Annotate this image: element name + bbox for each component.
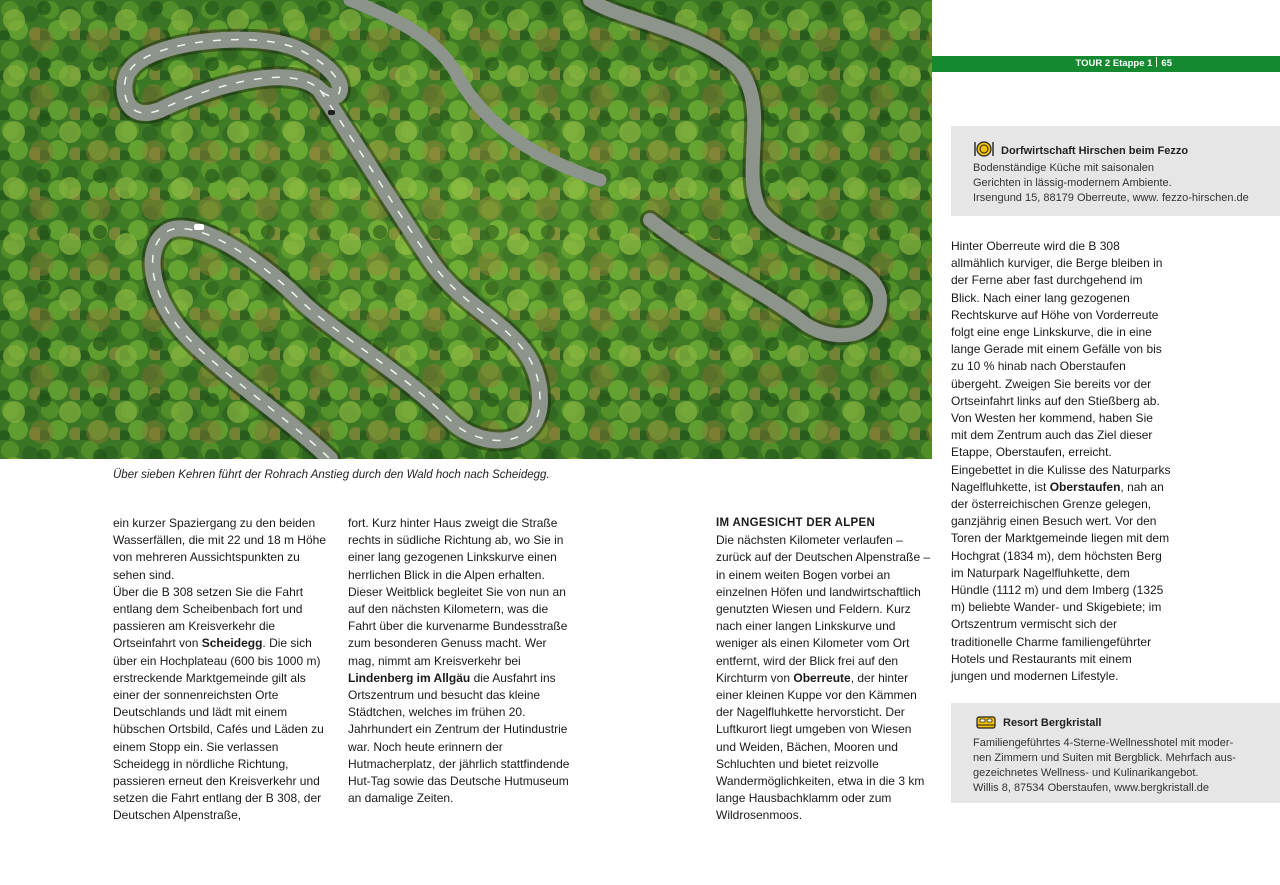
restaurant-description bbox=[973, 161, 1280, 206]
place-name-oberstaufen: Oberstaufen bbox=[1049, 479, 1121, 494]
restaurant-address: Irsengund 15, 88179 Oberreute, www. fezzo-hirschen.de bbox=[973, 192, 1249, 204]
page-number: 65 bbox=[1161, 58, 1172, 69]
info-box-restaurant bbox=[951, 126, 1280, 216]
paragraph bbox=[113, 515, 331, 584]
text-column-2 bbox=[348, 515, 570, 807]
running-header bbox=[932, 56, 1280, 72]
place-name-oberreute: Oberreute bbox=[793, 670, 851, 685]
hotel-line: nen Zimmern und Suiten mit Bergblick. Mehrfach aus- bbox=[973, 752, 1236, 764]
bed-icon bbox=[976, 714, 996, 735]
text-run: ein kurzer Spaziergang zu den beiden Wasserfällen, die mit 22 und 18 m Höhe von mehreren Aussichtspunkten zu sehen sind. bbox=[113, 516, 326, 582]
text-column-1 bbox=[113, 515, 331, 825]
hotel-line: Familiengeführtes 4-Sterne-Wellnesshotel mit moder- bbox=[973, 737, 1234, 749]
text-run: fort. Kurz hinter Haus zweigt die Straße rechts in südliche Richtung ab, wo Sie in einer lang gezogenen Linkskurve einen herrlichen Blick in die Alpen erhalten. Dieser Weitblick begleitet Sie von nun an auf den nächsten Kilometern, was die Fahrt über die kurvenarme Bundesstraße zum besonderen Genuss macht. Wer mag, nimmt am Kreisverkehr bei bbox=[348, 516, 568, 668]
text-run: . Die sich über ein Hochplateau (600 bis 1000 m) erstreckende Marktgemeinde gilt als einer der sonnenreichsten Orte Deutschlands und lädt mit einem hübschen Ortsbild, Cafés und Läden zu einem Stopp ein. Sie verlassen Scheidegg in nördliche Richtung, passieren erneut den Kreisverkehr und setzen die Fahrt entlang der B 308, der Deutschen Alpenstraße, bbox=[113, 636, 324, 823]
text-run: Die nächsten Kilometer verlaufen – zurück auf der Deutschen Alpenstraße – in einem weiten Bogen vorbei an einzelnen Höfen und landwirtschaftlich genutzten Wiesen und Feldern. Kurz nach einer langen Linkskurve und weniger als einen Kilometer vom Ort entfernt, wird der Blick frei auf den Kirchturm von bbox=[716, 533, 931, 685]
paragraph bbox=[348, 515, 570, 807]
hotel-title: Resort Bergkristall bbox=[1003, 717, 1102, 729]
aerial-photo-graphic bbox=[0, 0, 932, 459]
aerial-photo bbox=[0, 0, 932, 459]
hotel-line: gezeichnetes Wellness- und Kulinarikangebot. bbox=[973, 767, 1199, 779]
place-name-scheidegg: Scheidegg bbox=[201, 636, 263, 651]
text-column-3 bbox=[716, 515, 934, 825]
paragraph bbox=[113, 584, 331, 825]
tour-label: TOUR 2 Etappe 1 bbox=[1075, 58, 1153, 69]
text-run: Hinter Oberreute wird die B 308 allmählich kurviger, die Berge bleiben in der Ferne aber fast durchgehend im Blick. Nach einer lang gezogenen Rechtskurve auf Höhe von Vorderreute folgt eine enge Linkskurve, die in eine lange Gerade mit einem Gefälle von bis zu 10 % hinab nach Oberstaufen übergeht. Zweigen Sie bereits vor der Ortseinfahrt links auf den Stießberg ab. Von Westen her kommend, haben Sie mit dem Zentrum auch das Ziel dieser Etappe, Oberstaufen, erreicht. Eingebettet in die Kulisse des Naturparks Nagelfluhkette, ist bbox=[951, 239, 1171, 494]
restaurant-title: Dorfwirtschaft Hirschen beim Fezzo bbox=[1001, 145, 1189, 157]
paragraph bbox=[951, 238, 1171, 685]
info-box-hotel bbox=[951, 703, 1280, 803]
section-heading: IM ANGESICHT DER ALPEN bbox=[716, 517, 876, 529]
text-run: Über die B 308 setzen Sie die Fahrt entlang dem Scheibenbach fort und passieren am Kreisverkehr die Ortseinfahrt von bbox=[113, 584, 304, 651]
text-run: die Ausfahrt ins Ortszentrum und besucht das kleine Städtchen, welches im frühen 20. Jahrhundert ein Zentrum der Hutindustrie war. Noch heute erinnern der Hutmacherplatz, der jährlich stattfindende Hut-Tag sowie das Deutsche Hutmuseum an damalige Zeiten. bbox=[348, 670, 570, 806]
paragraph bbox=[716, 532, 934, 824]
plate-cutlery-icon bbox=[973, 140, 995, 163]
photo-caption: Über sieben Kehren führt der Rohrach Anstieg durch den Wald hoch nach Scheidegg. bbox=[113, 469, 550, 481]
restaurant-line: Gerichten in lässig-modernem Ambiente. bbox=[973, 177, 1172, 189]
hotel-address: Willis 8, 87534 Oberstaufen, www.bergkristall.de bbox=[973, 782, 1209, 794]
text-run: , nah an der österreichischen Grenze gelegen, ganzjährig einen Besuch wert. Vor den Toren der Marktgemeinde liegen mit dem Hochgrat (1834 m), dem höchsten Berg im Naturpark Nagelfluhkette, dem Hündle (1112 m) und dem Imberg (1325 m) beliebte Wander- und Skigebiete; im Ortszentrum vermischt sich der traditionelle Charme familiengeführter Hotels und Restaurants mit einem jungen und modernen Lifestyle. bbox=[951, 479, 1170, 684]
restaurant-line: Bodenständige Küche mit saisonalen bbox=[973, 162, 1155, 174]
place-name-lindenberg: Lindenberg im Allgäu bbox=[348, 670, 471, 685]
text-run: , der hinter einer kleinen Kuppe vor den Kämmen der Nagelfluhkette hervorsticht. Der Luftkurort liegt umgeben von Wiesen und Weiden, Bächen, Mooren und Schluchten und bietet reizvolle Wandermöglichkeiten, etwa in die 3 km lange Hausbachklamm oder zum Wildrosenmoos. bbox=[716, 670, 925, 823]
text-column-4 bbox=[951, 238, 1171, 685]
header-separator bbox=[1156, 57, 1157, 67]
